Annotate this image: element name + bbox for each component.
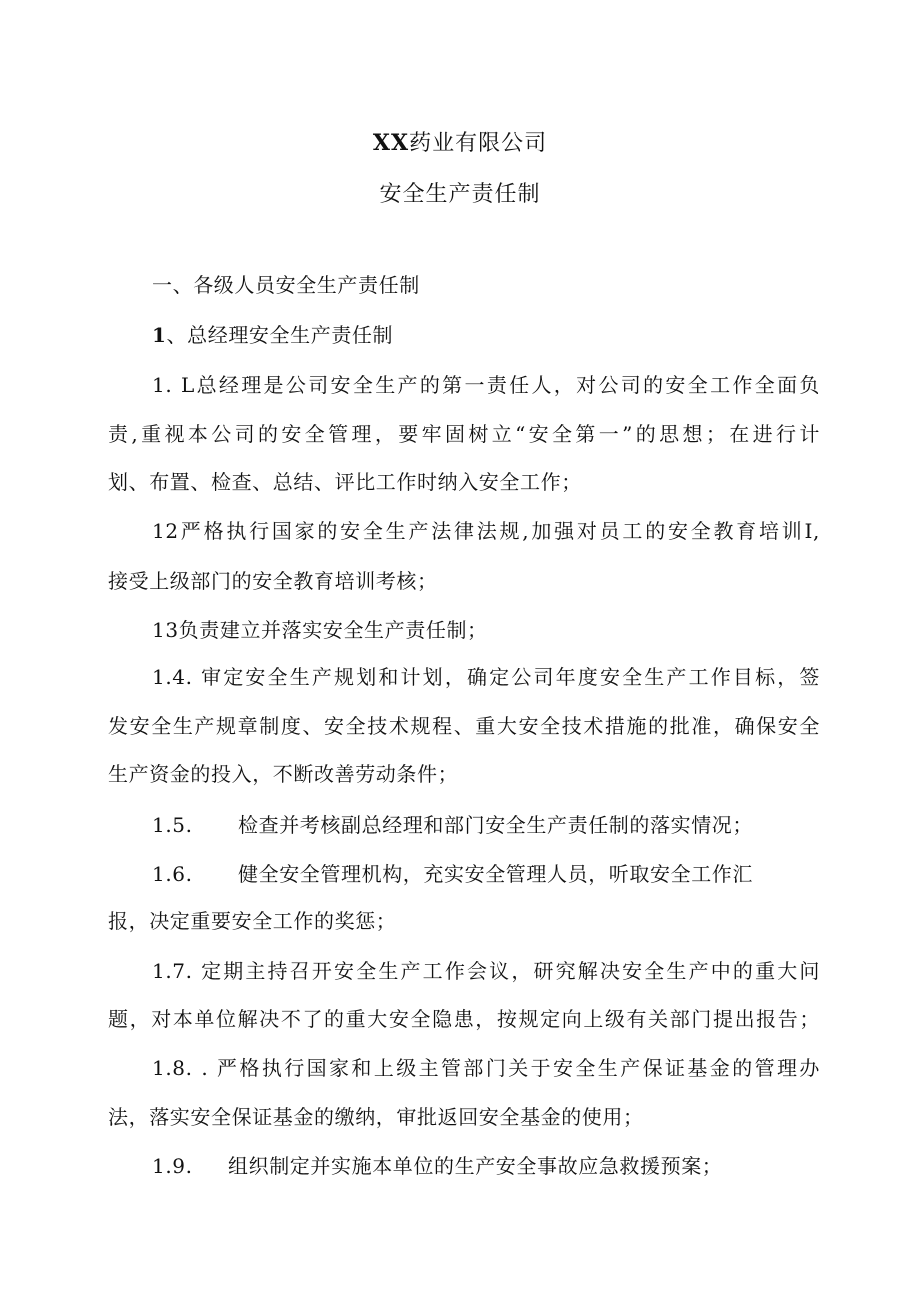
- subsection-number: 1: [152, 323, 167, 347]
- company-title: [0, 126, 920, 157]
- item-5-number: 1.5.: [152, 813, 193, 837]
- item-6-text: 健全安全管理机构，充实安全管理人员，听取安全工作汇: [238, 862, 753, 886]
- item-5-line-1: [152, 811, 820, 839]
- item-7-line-1: 1.7. 定期主持召开安全生产工作会议，研究解决安全生产中的重大问: [152, 959, 820, 983]
- subsection-text: 、总经理安全生产责任制: [166, 323, 394, 347]
- item-5-text: 检查并考核副总经理和部门安全生产责任制的落实情况；: [238, 813, 753, 837]
- company-prefix: XX: [372, 130, 410, 156]
- item-6-line-1: [152, 860, 820, 888]
- item-4-line-3: 生产资金的投入，不断改善劳动条件；: [108, 762, 459, 786]
- item-1-line-1: 1. L总经理是公司安全生产的第一责任人，对公司的安全工作全面负: [152, 373, 820, 397]
- company-name: 药业有限公司: [409, 131, 548, 156]
- section-heading: 一、各级人员安全生产责任制: [152, 273, 420, 297]
- item-2-line-2: 接受上级部门的安全教育培训考核；: [108, 569, 438, 593]
- subsection-heading: [152, 321, 820, 349]
- item-8-line-1: 1.8. . 严格执行国家和上级主管部门关于安全生产保证基金的管理办: [152, 1056, 820, 1080]
- item-6-number: 1.6.: [152, 862, 193, 886]
- document-title: 安全生产责任制: [379, 182, 541, 207]
- item-9-number: 1.9.: [152, 1154, 193, 1178]
- item-4-line-2: 发安全生产规章制度、安全技术规程、重大安全技术措施的批准，确保安全: [108, 714, 820, 738]
- item-8-line-2: 法，落实安全保证基金的缴纳，审批返回安全基金的使用；: [108, 1105, 644, 1129]
- item-1-line-2: 责,重视本公司的安全管理，要牢固树立“安全第一”的思想；在进行计: [108, 422, 820, 446]
- item-9-line-1: [152, 1152, 820, 1180]
- item-1-line-3: 划、布置、检查、总结、评比工作时纳入安全工作；: [108, 470, 582, 494]
- item-4-line-1: 1.4. 审定安全生产规划和计划，确定公司年度安全生产工作目标，签: [152, 665, 820, 689]
- item-3-line-1: 13负责建立并落实安全生产责任制；: [152, 618, 488, 642]
- item-6-line-2: 报，决定重要安全工作的奖惩；: [108, 909, 397, 933]
- item-2-line-1: 12严格执行国家的安全生产法律法规,加强对员工的安全教育培训I,: [152, 519, 820, 543]
- item-7-line-2: 题，对本单位解决不了的重大安全隐患，按规定向上级有关部门提出报告；: [108, 1007, 820, 1031]
- item-9-text: 组织制定并实施本单位的生产安全事故应急救援预案；: [228, 1154, 723, 1178]
